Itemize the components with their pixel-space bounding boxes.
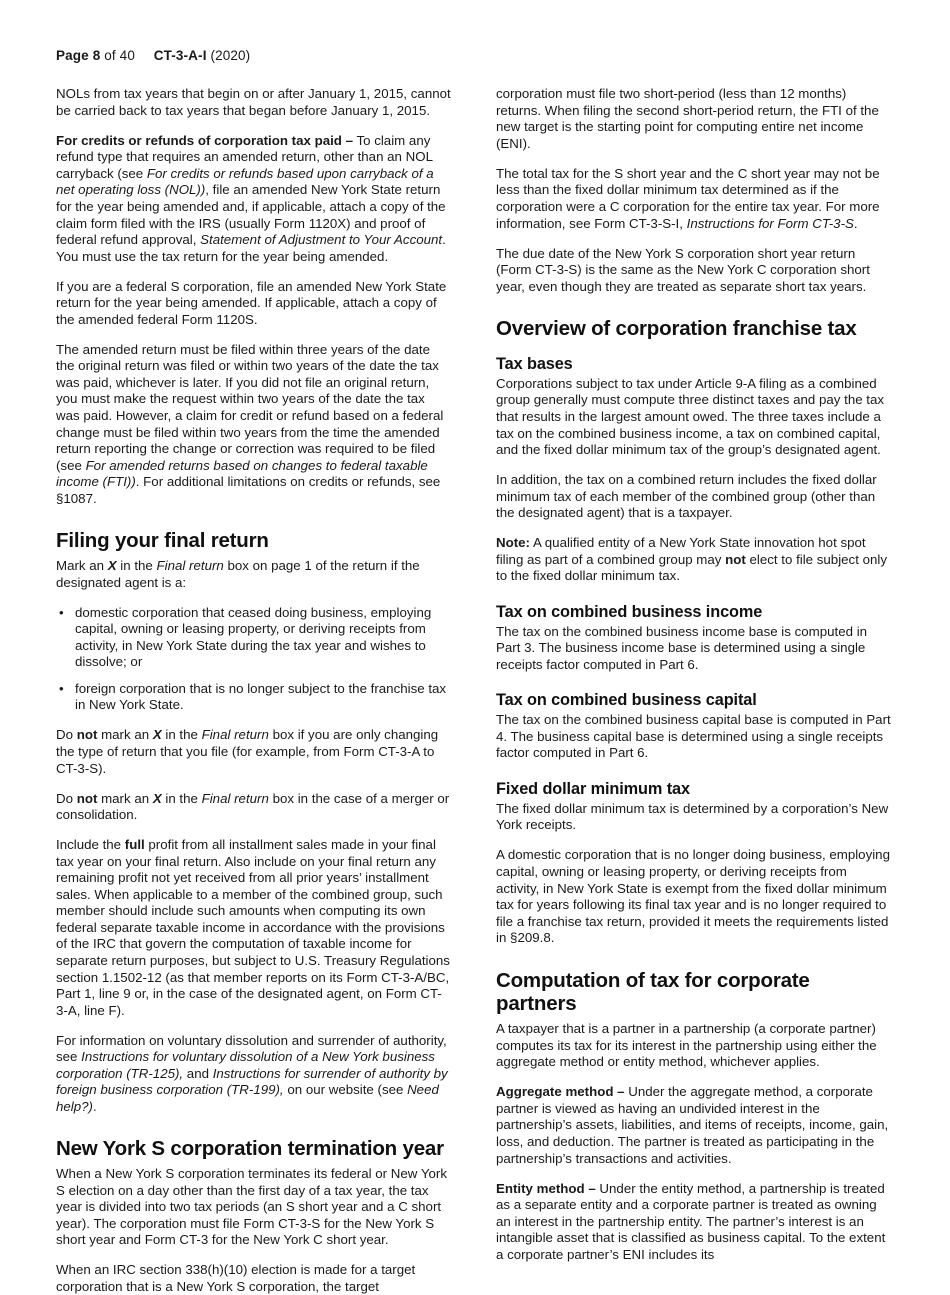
paragraph-amended-return-deadline — [56, 342, 452, 507]
mark-x: X — [107, 558, 117, 574]
note-label: Note: — [496, 535, 530, 551]
text-segment: The amended return must be filed within three years of the date the original return was filed or within two years of the date the tax was paid, whichever is later. If you did not file an original return, you must make the request within two years of the date the tax was paid. However, a claim for credit or refund based on a federal change must be filed within two years from the time the amended return reporting the change or correction was required to be filed (see — [56, 341, 444, 473]
reference-tr-125: Instructions for voluntary dissolution of a New York business corporation (TR-125), — [56, 1049, 435, 1081]
mark-x: X — [152, 790, 162, 806]
two-column-layout — [56, 86, 898, 1295]
paragraph-do-not-mark-type-change — [56, 727, 452, 777]
text-segment: in the — [161, 790, 202, 806]
paragraph-federal-s-corp: If you are a federal S corporation, file an amended New York State return for the year being amended. If applicable, attach a copy of the amended federal Form 1120S. — [56, 278, 447, 327]
reference-final-return-box: Final return — [156, 558, 224, 574]
form-year: (2020) — [210, 48, 251, 63]
total-pages: 40 — [119, 48, 135, 63]
paragraph-nol-carryback: NOLs from tax years that begin on or after January 1, 2015, cannot be carried back to tax years that began before January 1, 2015. — [56, 86, 451, 118]
text-segment: elect to file subject only to the fixed dollar minimum tax. — [496, 551, 887, 584]
text-segment: Mark an — [56, 558, 108, 574]
text-segment: mark an — [97, 790, 153, 806]
text-segment: . — [853, 215, 858, 231]
text-segment: in the — [161, 727, 202, 743]
paragraph-short-period-returns: corporation must file two short-period (less than 12 months) returns. When filing the second short-period return, the FTI of the new target is the starting point for computing entire net income (ENI). — [496, 86, 879, 151]
paragraph-installment-sales — [56, 837, 452, 1019]
paragraph-fdm-ny-receipts: The fixed dollar minimum tax is determined by a corporation’s New York receipts. — [496, 800, 889, 833]
paragraph-fdm-each-member: In addition, the tax on a combined return includes the fixed dollar minimum tax of each member of the combined group (other than the designated agent) that is a taxpayer. — [496, 472, 877, 521]
heading-tax-bases: Tax bases — [496, 354, 573, 373]
text-segment: box if you are only changing the type of return that you file (for example, from Form CT-3-A to CT-3-S). — [56, 727, 439, 776]
left-column — [56, 86, 452, 1295]
paragraph-domestic-corp-exempt: A domestic corporation that is no longer doing business, employing capital, owning or leasing property, or deriving receipts from activity, in New York State is exempt from the fixed dollar minimum tax for years following its final tax year and is no longer required to file a franchise tax return, provided it meets the requirements listed in §209.8. — [496, 847, 890, 946]
right-column — [496, 86, 892, 1263]
paragraph-voluntary-dissolution — [56, 1033, 452, 1116]
paragraph-due-date-short-year: The due date of the New York S corporation short year return (Form CT-3-S) is the same as the New York C corporation short year, even though they are treated as separate short tax years. — [496, 245, 870, 294]
text-segment: Do — [56, 727, 77, 743]
text-segment: profit from all installment sales made in your final tax year on your final return. Also include on your final return any remaining profit not yet received from all prior years’ installment sales. When applicable to a member of the combined group, such member should include such amounts when computing its own federal separate taxable income in accordance with the provisions of the IRC that govern the computation of taxable income for separate return purposes, but subject to U.S. Treasury Regulations section 1.1502-12 (as that member reports on its Form CT-3-A/BC, Part 1, line 9 or, in the case of the designated agent, on Form CT-3-A, line F). — [56, 837, 450, 1018]
reference-amended-returns-fti: For amended returns based on changes to federal taxable income (FTI)) — [56, 457, 428, 490]
paragraph-mark-x-final-return — [56, 558, 452, 591]
paragraph-total-tax-short-years — [496, 166, 892, 232]
emphasis-not: not — [76, 790, 98, 806]
paragraph-note-hot-spot — [496, 535, 892, 585]
heading-overview-corporation-franchise-tax: Overview of corporation franchise tax — [496, 317, 857, 341]
form-id: CT-3-A-I — [153, 48, 207, 63]
text-segment: and — [183, 1065, 213, 1081]
reference-final-return-box: Final return — [201, 790, 269, 806]
text-segment: , file an amended New York State return for the year being amended and, if applicable, attach a copy of the claim form filed with the IRS (usually Form 1120X) and proof of federal refund approval, — [56, 182, 446, 248]
text-segment: For information on voluntary dissolution and surrender of authority, see — [56, 1032, 447, 1065]
page-label: Page — [56, 48, 89, 63]
lead-in-credits-refunds: For credits or refunds of corporation tax paid – — [56, 132, 354, 148]
mark-x: X — [152, 727, 162, 743]
paragraph-corporate-partner-methods: A taxpayer that is a partner in a partnership (a corporate partner) computes its tax for its interest in the partnership using either the aggregate method or entity method, whichever applies. — [496, 1021, 877, 1070]
text-segment: mark an — [97, 727, 153, 743]
page-header — [56, 48, 898, 64]
emphasis-full: full — [124, 837, 145, 853]
paragraph-irc-338-election: When an IRC section 338(h)(10) election is made for a target corporation that is a New York S corporation, the target — [56, 1262, 416, 1294]
paragraph-credits-refunds — [56, 133, 452, 265]
heading-computation-tax-corporate-partners: Computation of tax for corporate partners — [496, 968, 810, 1016]
text-segment: . For additional limitations on credits or refunds, see §1087. — [56, 474, 441, 506]
heading-ny-s-corp-termination-year: New York S corporation termination year — [56, 1137, 444, 1161]
text-segment: Under the aggregate method, a corporate partner is viewed as having an undivided interest in the partnership’s assets, liabilities, and items of receipts, income, gain, loss, and deduction. The partner is treated as participating in the partnership’s transactions and activities. — [496, 1084, 889, 1166]
heading-fixed-dollar-minimum-tax: Fixed dollar minimum tax — [496, 779, 690, 798]
reference-ct-3-s-instructions: Instructions for Form CT-3-S — [686, 215, 854, 231]
heading-tax-on-combined-business-capital: Tax on combined business capital — [496, 691, 757, 710]
text-segment: Include the — [56, 837, 125, 853]
text-segment: To claim any refund type that requires an amended return, other than an NOL carryback (see — [56, 132, 433, 181]
lead-in-aggregate-method: Aggregate method – — [496, 1084, 625, 1100]
list-final-return-conditions — [56, 605, 452, 714]
reference-nol-carryback: For credits or refunds based upon carryback of a net operating loss (NOL)) — [56, 165, 434, 198]
text-segment: Under the entity method, a partnership is treated as a separate entity and a corporate partner is treated as owning an interest in the partnership entity. The partner’s interest is an intangible asset that is classified as business capital. To the extent a corporate partner’s ENI includes its — [496, 1180, 886, 1262]
text-segment: in the — [116, 558, 157, 574]
text-segment: on our website (see — [283, 1082, 408, 1098]
paragraph-aggregate-method — [496, 1084, 892, 1167]
reference-statement-adjustment: Statement of Adjustment to Your Account — [200, 232, 443, 248]
paragraph-entity-method — [496, 1181, 892, 1264]
text-segment: The total tax for the S short year and the C short year may not be less than the fixed dollar minimum tax determined as if the corporation were a C corporation for the entire tax year. For more information, see Form CT-3-S-I, — [496, 165, 880, 231]
paragraph-three-distinct-taxes: Corporations subject to tax under Article 9-A filing as a combined group generally must compute three distinct taxes and pay the tax that results in the largest amount owed. The three taxes include a tax on the combined business income, a tax on combined capital, and the fixed dollar minimum tax of the group’s designated agent. — [496, 375, 885, 458]
emphasis-not: not — [725, 551, 746, 567]
text-segment: . — [92, 1098, 97, 1114]
list-item: • domestic corporation that ceased doing business, employing capital, owning or leasing property, or deriving receipts from activity, in New York State during the tax year and wishes to dissolve; or — [56, 605, 452, 671]
of-label: of — [104, 48, 116, 63]
heading-filing-your-final-return: Filing your final return — [56, 529, 269, 553]
emphasis-not: not — [76, 727, 98, 743]
text-segment: A qualified entity of a New York State innovation hot spot filing as part of a combined group may — [496, 535, 866, 567]
page-number: 8 — [92, 48, 101, 63]
paragraph-business-income-base: The tax on the combined business income base is computed in Part 3. The business income base is determined using a single receipts factor computed in Part 6. — [496, 623, 868, 672]
text-segment: . You must use the tax return for the year being amended. — [56, 232, 446, 264]
lead-in-entity-method: Entity method – — [496, 1180, 596, 1196]
paragraph-business-capital-base: The tax on the combined business capital base is computed in Part 4. The business capital base is determined using a single receipts factor computed in Part 6. — [496, 712, 891, 761]
text-segment: box in the case of a merger or consolidation. — [56, 790, 450, 823]
text-segment: box on page 1 of the return if the designated agent is a: — [56, 558, 420, 590]
paragraph-termination-short-years: When a New York S corporation terminates its federal or New York S election on a day other than the first day of a tax year, the tax year is divided into two tax periods (an S short year and a C short year). The corporation must file Form CT-3-S for the New York S short year and Form CT-3 for the New York C short year. — [56, 1166, 447, 1248]
reference-tr-199: Instructions for surrender of authority by foreign business corporation (TR-199), — [56, 1065, 448, 1098]
text-segment: Do — [56, 790, 77, 806]
heading-tax-on-combined-business-income: Tax on combined business income — [496, 602, 763, 621]
reference-final-return-box: Final return — [201, 727, 269, 743]
list-item: • foreign corporation that is no longer subject to the franchise tax in New York State. — [56, 681, 452, 714]
paragraph-do-not-mark-merger — [56, 791, 452, 824]
reference-need-help: Need help?) — [56, 1082, 439, 1114]
